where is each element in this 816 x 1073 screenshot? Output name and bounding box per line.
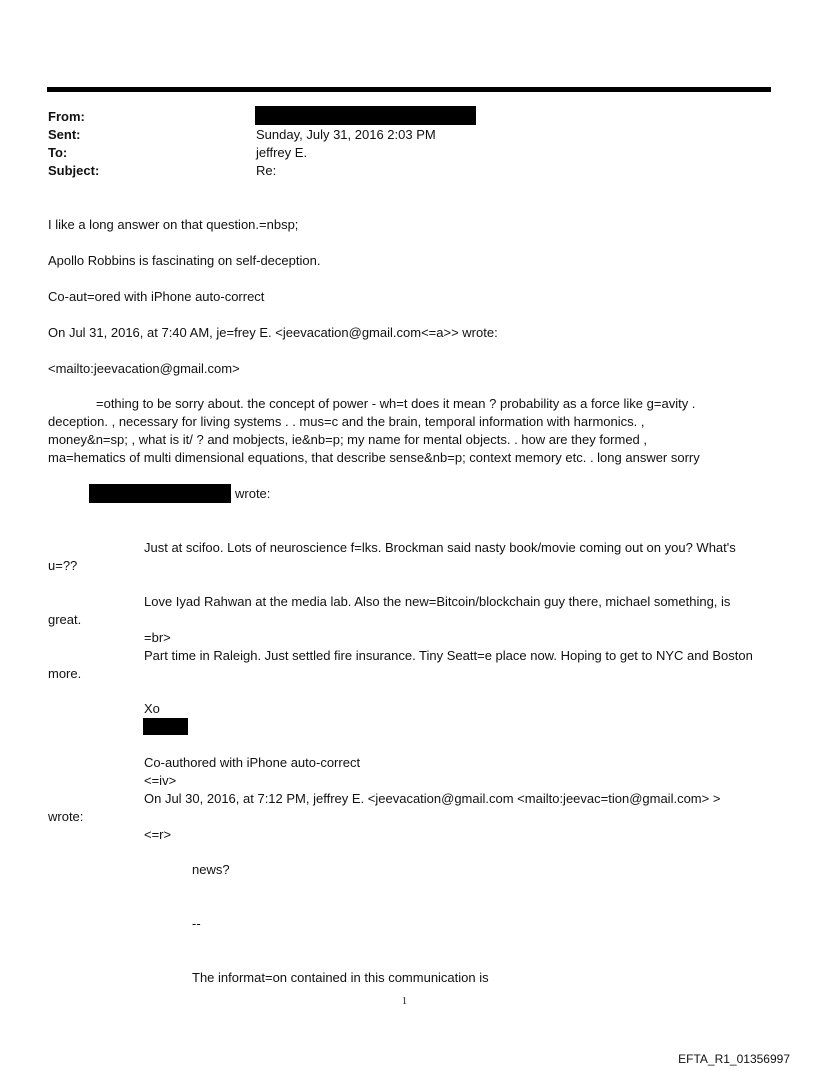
bates-number: EFTA_R1_01356997 [678,1052,790,1066]
signature-redaction [143,718,188,735]
to-value: jeffrey E. [256,145,308,160]
mailto-line: <mailto:jeevacation@gmail.com> [48,361,240,376]
subject-label: Subject: [48,163,100,178]
nested-line: u=?? [48,558,78,573]
deep-quote-line: news? [192,862,230,877]
sent-value: Sunday, July 31, 2016 2:03 PM [256,127,436,142]
signoff: Xo [144,701,160,716]
quoted-line: deception. , necessary for living systems . . mus=c and the brain, temporal information with harmonics. , [48,414,645,429]
header-rule [47,87,771,92]
to-label: To: [48,145,68,160]
nested-line: <=iv> [144,773,177,788]
from-label: From: [48,109,85,124]
deep-quote-line: -- [192,916,201,931]
body-line: I like a long answer on that question.=nbsp; [48,217,299,232]
subject-value: Re: [256,163,277,178]
nested-line: great. [48,612,82,627]
sent-label: Sent: [48,127,81,142]
sender-redaction [89,484,231,503]
body-line: Apollo Robbins is fascinating on self-deception. [48,253,321,268]
deep-quote-line: The informat=on contained in this communication is [192,970,489,985]
nested-line: <=r> [144,827,172,842]
nested-line: wrote: [48,809,84,824]
nested-quote-header: On Jul 30, 2016, at 7:12 PM, jeffrey E. <jeevacation@gmail.com <mailto:jeevac=tion@gmail.com> > [144,791,721,806]
quote-header: On Jul 31, 2016, at 7:40 AM, je=frey E. <jeevacation@gmail.com<=a>> wrote: [48,325,498,340]
from-redaction [255,106,476,125]
quoted-line: ma=hematics of multi dimensional equations, that describe sense&nb=p; context memory etc. . long answer sorry [48,450,700,465]
wrote-label: wrote: [235,486,271,501]
nested-line: Just at scifoo. Lots of neuroscience f=lks. Brockman said nasty book/movie coming out on you? What's [144,540,736,555]
page-number: 1 [402,996,407,1007]
nested-line: Co-authored with iPhone auto-correct [144,755,361,770]
body-line: Co-aut=ored with iPhone auto-correct [48,289,265,304]
nested-line: more. [48,666,82,681]
quoted-line: =othing to be sorry about. the concept of power - wh=t does it mean ? probability as a force like g=avity . [96,396,696,411]
nested-line: Love Iyad Rahwan at the media lab. Also the new=Bitcoin/blockchain guy there, michael something, is [144,594,731,609]
nested-line: Part time in Raleigh. Just settled fire insurance. Tiny Seatt=e place now. Hoping to get to NYC and Boston [144,648,753,663]
quoted-line: money&n=sp; , what is it/ ? and mobjects, ie&nb=p; my name for mental objects. . how are they formed , [48,432,648,447]
nested-line: =br> [144,630,171,645]
